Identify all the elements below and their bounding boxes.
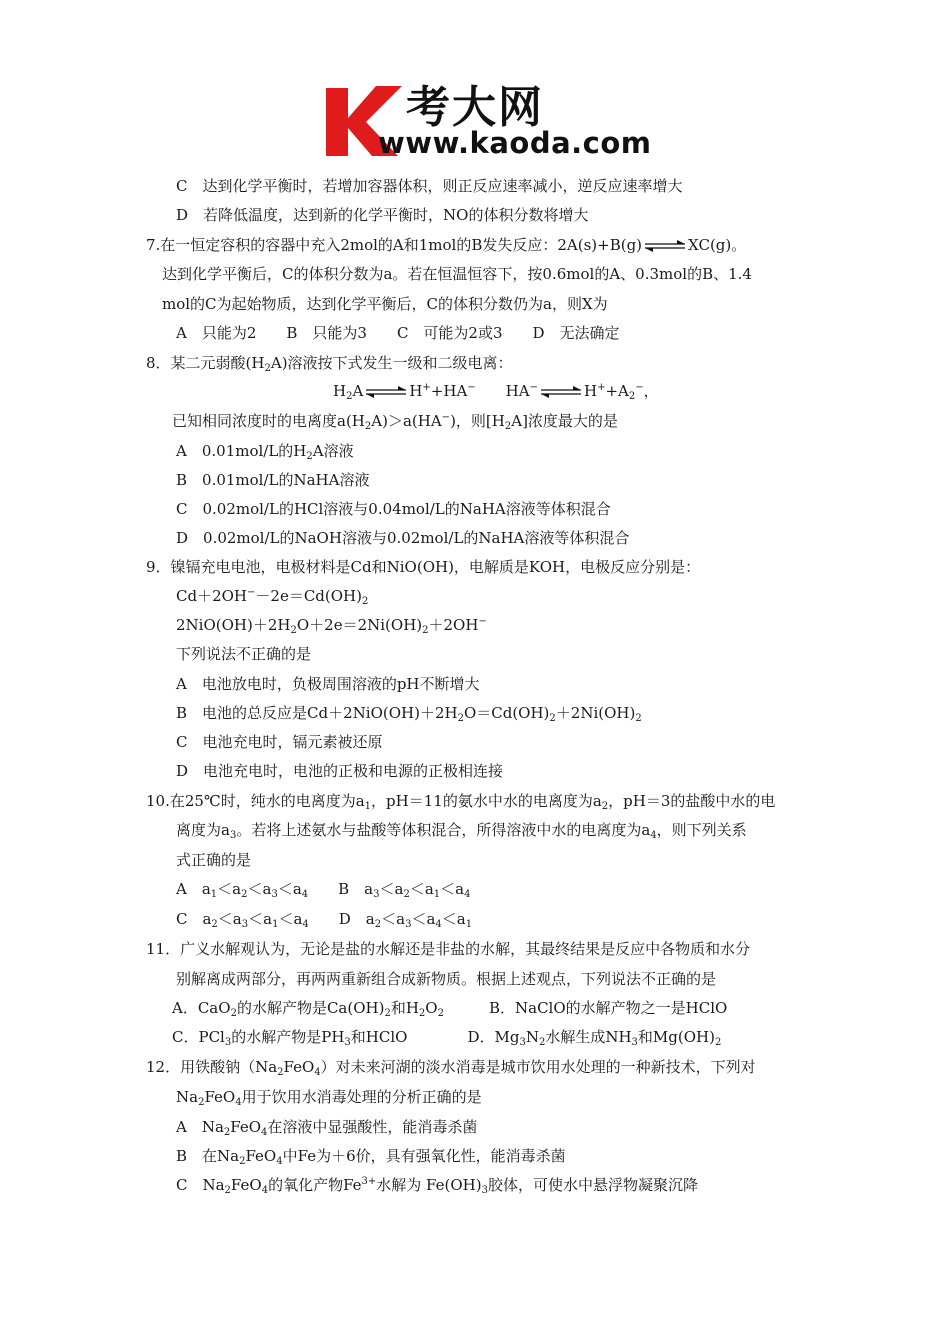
text-run: 的水解产物是PH	[231, 1028, 345, 1046]
text-run: H	[583, 382, 598, 400]
text-run: 达到化学平衡后，C的体积分数为a。若在恒温恒容下，按0.6mol的A、0.3mol的B、1.4	[162, 265, 752, 283]
text-run: C Na	[176, 1176, 225, 1194]
superscript: −	[467, 382, 476, 393]
text-run: 9．镍镉充电电池，电极材料是Cd和NiO(OH)，电解质是KOH，电极反应分别是：	[146, 558, 701, 576]
text-run: 8．某二元弱酸(H	[146, 354, 265, 372]
text-run: FeO	[245, 1147, 277, 1165]
subscript: 2	[714, 1037, 722, 1048]
text-run: A a	[176, 880, 211, 898]
text-line-q9b	[176, 644, 311, 664]
text-line-q10b	[176, 820, 747, 840]
text-run: A Na	[176, 1118, 224, 1136]
text-line-q7b	[162, 264, 752, 284]
superscript: −	[247, 587, 256, 598]
text-run: )，则[H	[450, 412, 505, 430]
text-run: ，	[643, 382, 659, 400]
text-run: 中Fe为＋6价，具有强氧化性，能消毒杀菌	[282, 1147, 566, 1165]
equilibrium-arrow-icon	[538, 382, 584, 400]
logo-brand-text: 考大网	[406, 82, 544, 133]
text-run: A	[352, 382, 364, 400]
text-run: 的氧化产物Fe	[268, 1176, 362, 1194]
text-run: 7.在一恒定容积的容器中充入2mol的A和1mol的B发失反应：2A(s)+B(g)	[146, 236, 643, 254]
subscript: 2	[364, 421, 372, 432]
text-line-q7opt	[176, 323, 620, 343]
subscript: 4	[235, 1097, 242, 1108]
text-run: B 电池的总反应是Cd＋2NiO(OH)＋2H	[176, 704, 458, 722]
text-run: ＜a	[440, 880, 465, 898]
text-line-q8eq	[333, 381, 659, 401]
subscript: 4	[261, 1185, 269, 1196]
text-run: D a	[308, 910, 375, 928]
subscript: 2	[457, 713, 464, 724]
superscript: +	[597, 382, 606, 393]
superscript: −	[529, 382, 538, 393]
text-line-q7a	[146, 235, 746, 255]
subscript: 2	[384, 1008, 391, 1019]
text-line-q9A	[176, 674, 480, 694]
text-line-q12B	[176, 1146, 566, 1166]
subscript: 2	[362, 596, 369, 607]
subscript: 2	[374, 919, 382, 930]
subscript: 3	[229, 830, 237, 841]
text-line-q8B	[176, 470, 369, 490]
equilibrium-arrow-icon	[642, 236, 688, 254]
text-run: A)＞a(HA	[371, 412, 442, 430]
text-run: C a	[176, 910, 212, 928]
text-line-q9a	[146, 557, 700, 577]
text-run: 用于饮用水消毒处理的分析正确的是	[241, 1088, 482, 1106]
subscript: 2	[635, 713, 642, 724]
superscript: −	[635, 382, 644, 393]
text-line-q8a	[146, 353, 513, 373]
text-line-q10a	[146, 791, 775, 811]
text-line-q6d	[176, 205, 588, 225]
text-run: A．CaO	[172, 999, 231, 1017]
text-run: 11．广义水解观认为，无论是盐的水解还是非盐的水解，其最终结果是反应中各物质和水分	[146, 940, 751, 958]
text-run: H	[333, 382, 347, 400]
text-run: B a	[308, 880, 374, 898]
subscript: 4	[302, 919, 309, 930]
text-run: C 达到化学平衡时，若增加容器体积，则正反应速率减小，逆反应速率增大	[176, 177, 683, 195]
text-line-q8D	[176, 528, 629, 548]
text-run: 下列说法不正确的是	[176, 645, 312, 663]
text-line-q10CD	[176, 909, 472, 929]
text-run: 。若将上述氨水与盐酸等体积混合，所得溶液中水的电离度为a	[236, 821, 651, 839]
subscript: 2	[504, 421, 512, 432]
subscript: 1	[210, 889, 218, 900]
text-run: B 在Na	[176, 1147, 240, 1165]
text-run: ）对未来河湖的淡水消毒是城市饮用水处理的一种新技术，下列对	[320, 1058, 756, 1076]
subscript: 3	[271, 889, 278, 900]
text-run: 水解生成NH	[545, 1028, 632, 1046]
text-run: D 0.02mol/L的NaOH溶液与0.02mol/L的NaHA溶液等体积混合	[176, 529, 630, 547]
text-line-q8A	[176, 441, 354, 461]
text-run: 和Mg(OH)	[637, 1028, 715, 1046]
subscript: 4	[301, 889, 309, 900]
text-run: 在溶液中显强酸性，能消毒杀菌	[267, 1118, 478, 1136]
subscript: 4	[276, 1156, 283, 1167]
text-line-q12b	[176, 1087, 482, 1107]
text-run: N	[525, 1028, 539, 1046]
text-run: A)溶液按下式发生一级和二级电离：	[270, 354, 513, 372]
subscript: 2	[198, 1097, 205, 1108]
text-line-q12A	[176, 1117, 477, 1137]
superscript: −	[478, 616, 487, 627]
text-line-q9r2	[176, 615, 487, 635]
subscript: 1	[433, 889, 441, 900]
text-run: 别解离成两部分，再两两重新组合成新物质。根据上述观点，下列说法不正确的是	[176, 970, 717, 988]
text-run: FeO	[230, 1176, 262, 1194]
subscript: 3	[224, 1037, 232, 1048]
subscript: 2	[403, 889, 410, 900]
text-run: ＜a	[247, 880, 272, 898]
text-run: B 0.01mol/L的NaHA溶液	[176, 471, 370, 489]
kaoda-logo	[318, 78, 652, 160]
text-run: 的水解产物是Ca(OH)	[236, 999, 385, 1017]
subscript: 3	[241, 919, 249, 930]
text-run: FeO	[283, 1058, 315, 1076]
text-run: +A	[605, 382, 629, 400]
text-run: Cd＋2OH	[176, 587, 248, 605]
text-line-q11AB	[172, 998, 727, 1018]
text-run: 2NiO(OH)＋2H	[176, 616, 291, 634]
text-line-q12C	[176, 1175, 698, 1195]
subscript: 2	[628, 391, 636, 402]
text-line-q11b	[176, 969, 716, 989]
subscript: 2	[230, 1008, 237, 1019]
subscript: 2	[306, 451, 313, 462]
subscript: 2	[277, 1067, 284, 1078]
text-run: 12．用铁酸钠（Na	[146, 1058, 278, 1076]
text-run: FeO	[230, 1118, 262, 1136]
subscript: 2	[224, 1185, 231, 1196]
text-run: ＜a	[409, 880, 434, 898]
subscript: 1	[465, 919, 473, 930]
text-line-q7c	[162, 294, 608, 314]
text-run: B．NaClO的水解产物之一是HClO	[443, 999, 728, 1017]
text-run: D 电池充电时，电池的正极和电源的正极相连接	[176, 762, 504, 780]
subscript: 4	[435, 919, 442, 930]
superscript: 3+	[361, 1176, 377, 1187]
subscript: 3	[373, 889, 380, 900]
subscript: 2	[290, 625, 297, 636]
text-run: ＜a	[277, 880, 302, 898]
subscript: 2	[422, 625, 429, 636]
text-run: H	[409, 382, 423, 400]
text-run: HA	[475, 382, 530, 400]
text-run: ，则下列关系	[656, 821, 747, 839]
text-run: 式正确的是	[176, 851, 252, 869]
subscript: 3	[405, 919, 412, 930]
subscript: 2	[538, 1037, 546, 1048]
text-run: O＋2e＝2Ni(OH)	[296, 616, 423, 634]
text-line-q8b	[172, 411, 618, 431]
text-line-q9r1	[176, 586, 368, 606]
text-run: mol的C为起始物质，达到化学平衡后，C的体积分数仍为a，则X为	[162, 295, 608, 313]
subscript: 2	[346, 391, 353, 402]
text-run: +HA	[430, 382, 468, 400]
text-run: 离度为a	[176, 821, 230, 839]
subscript: 4	[650, 830, 657, 841]
subscript: 3	[631, 1037, 638, 1048]
subscript: 4	[314, 1067, 321, 1078]
text-run: ＋2Ni(OH)	[555, 704, 636, 722]
subscript: 1	[272, 919, 279, 930]
logo-url-text: www.kaoda.com	[378, 126, 652, 160]
text-run: D 若降低温度，达到新的化学平衡时，NO的体积分数将增大	[176, 206, 589, 224]
text-run: ，pH＝11的氨水中水的电离度为a	[371, 792, 602, 810]
text-run: A 0.01mol/L的H	[176, 442, 307, 460]
text-run: ＜a	[441, 910, 466, 928]
subscript: 2	[264, 363, 271, 374]
text-run: XC(g)。	[688, 236, 747, 254]
text-run: ＜a	[217, 880, 242, 898]
text-run: 胶体，可使水中悬浮物凝聚沉降	[487, 1176, 698, 1194]
text-line-q11a	[146, 939, 750, 959]
subscript: 2	[223, 1127, 231, 1138]
text-line-q9B	[176, 703, 642, 723]
text-run: Na	[176, 1088, 199, 1106]
subscript: 3	[344, 1037, 351, 1048]
text-line-q10c	[176, 850, 251, 870]
text-run: ＜a	[217, 910, 242, 928]
text-run: 10.在25℃时，纯水的电离度为a	[146, 792, 365, 810]
subscript: 2	[241, 889, 248, 900]
text-line-q11CD	[172, 1027, 721, 1047]
subscript: 4	[261, 1127, 268, 1138]
subscript: 3	[519, 1037, 526, 1048]
text-run: ，pH＝3的盐酸中水的电	[608, 792, 776, 810]
subscript: 2	[601, 801, 609, 812]
text-line-q9C	[176, 732, 382, 752]
subscript: 2	[437, 1008, 444, 1019]
text-run: O	[425, 999, 438, 1017]
text-line-q6c	[176, 176, 682, 196]
text-run: －2e＝Cd(OH)	[255, 587, 362, 605]
subscript: 2	[239, 1156, 246, 1167]
equilibrium-arrow-icon	[363, 382, 409, 400]
text-run: O＝Cd(OH)	[463, 704, 550, 722]
text-run: FeO	[204, 1088, 236, 1106]
text-line-q10AB	[176, 879, 470, 899]
superscript: +	[422, 382, 431, 393]
subscript: 2	[549, 713, 556, 724]
subscript: 2	[418, 1008, 426, 1019]
text-run: 和HClO D．Mg	[350, 1028, 520, 1046]
subscript: 2	[211, 919, 218, 930]
subscript: 1	[364, 801, 372, 812]
text-run: C 0.02mol/L的HCl溶液与0.04mol/L的NaHA溶液等体积混合	[176, 500, 611, 518]
text-run: A 只能为2 B 只能为3 C 可能为2或3 D 无法确定	[176, 324, 620, 342]
subscript: 3	[481, 1185, 488, 1196]
text-run: C 电池充电时，镉元素被还原	[176, 733, 383, 751]
text-run: A]浓度最大的是	[511, 412, 618, 430]
text-run: ＜a	[278, 910, 303, 928]
text-run: ＜a	[379, 880, 404, 898]
subscript: 4	[464, 889, 471, 900]
text-run: 和H	[390, 999, 419, 1017]
text-run: A 电池放电时，负极周围溶液的pH不断增大	[176, 675, 480, 693]
text-run: 已知相同浓度时的电离度a(H	[172, 412, 365, 430]
text-line-q12a	[146, 1057, 756, 1077]
text-line-q8C	[176, 499, 611, 519]
text-run: ＜a	[248, 910, 273, 928]
text-run: ＋2OH	[428, 616, 479, 634]
text-run: ＜a	[411, 910, 436, 928]
superscript: −	[441, 412, 451, 423]
text-run: 水解为 Fe(OH)	[376, 1176, 482, 1194]
text-run: ＜a	[381, 910, 406, 928]
text-run: C．PCl	[172, 1028, 225, 1046]
text-line-q9D	[176, 761, 503, 781]
text-run: A溶液	[312, 442, 354, 460]
